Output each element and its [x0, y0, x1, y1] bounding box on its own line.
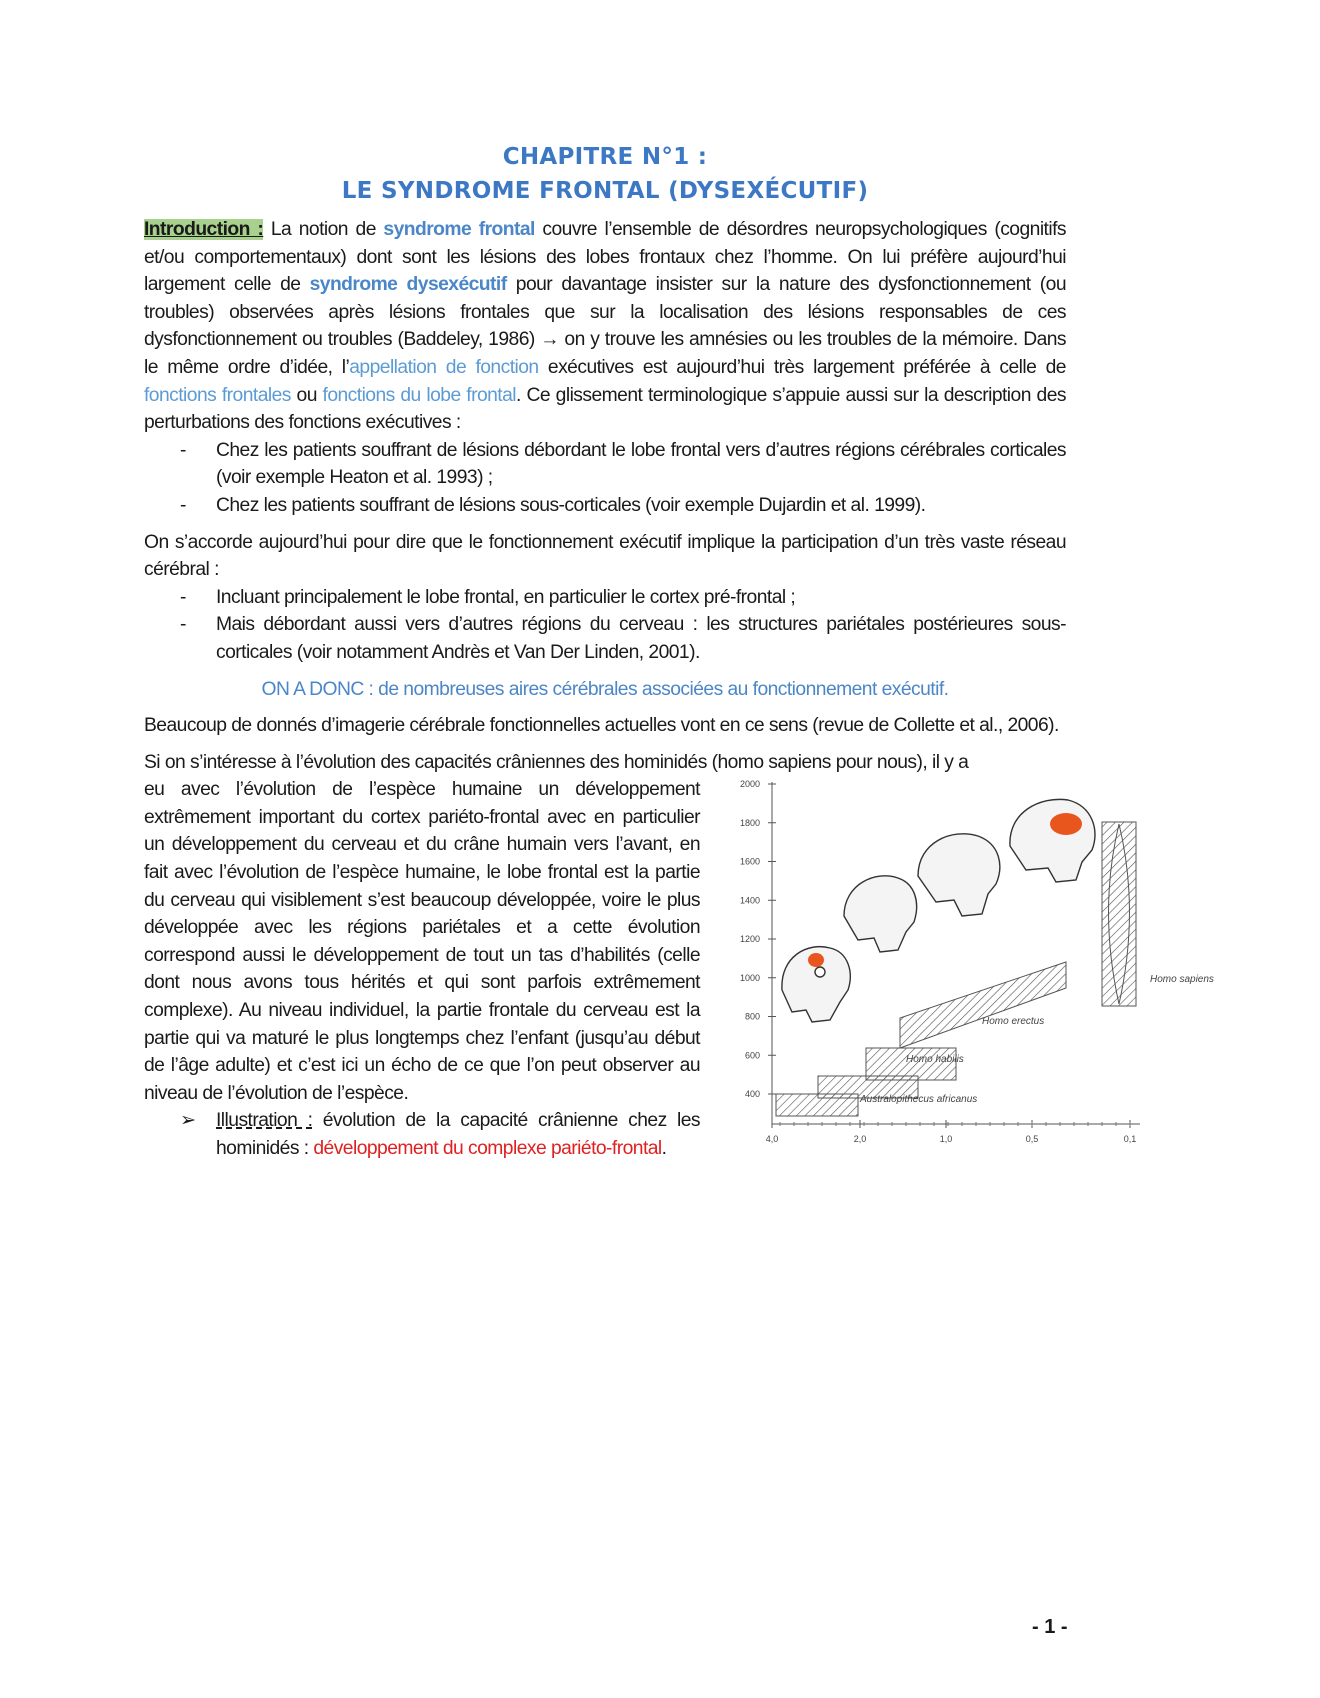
page-number: - 1 - — [1032, 1616, 1068, 1638]
illustration-highlight: développement du complexe pariéto-frontal — [313, 1138, 662, 1159]
skull-sapiens — [1010, 800, 1095, 883]
y-tick-label: 1200 — [739, 934, 760, 945]
x-tick-label: 4,0 — [765, 1134, 779, 1145]
intro-bullet-list — [144, 437, 1066, 520]
list-item: - Incluant principalement le lobe frontal, en particulier le cortex pré-frontal ; — [216, 584, 1066, 612]
conclusion-note: ON A DONC : de nombreuses aires cérébrales associées au fonctionnement exécutif. — [261, 678, 949, 700]
x-tick-label: 0,1 — [1123, 1134, 1137, 1145]
intro-text: on y trouve les amnésies ou les troubles de la mémoire. Dans le même ordre d’idée, l’ — [144, 329, 1067, 378]
x-tick-label: 1,0 — [939, 1134, 953, 1145]
list-item: - Chez les patients souffrant de lésions débordant le lobe frontal vers d’autres régions cérébrales corticales (voir exemple Heaton et al. 1993) ; — [216, 437, 1066, 492]
illustration-text: évolution de la capacité crânienne chez les hominidés : — [216, 1110, 701, 1159]
arrow-icon: → — [540, 329, 559, 351]
arrow-bullet-icon: ➢ — [180, 1110, 196, 1132]
keyword-syndrome-dysexecutif: syndrome dysexécutif — [309, 274, 507, 296]
band-sapiens — [1102, 822, 1136, 1006]
y-tick-label: 600 — [744, 1050, 760, 1061]
illustration-item — [144, 1107, 700, 1162]
y-tick-group — [740, 779, 776, 1099]
label-homo-sapiens: Homo sapiens — [1150, 974, 1214, 986]
label-homo-habilis: Homo habilis — [906, 1054, 964, 1066]
skull-erectus — [918, 834, 1000, 916]
y-tick-label: 400 — [744, 1089, 760, 1100]
y-tick-label: 1400 — [739, 895, 760, 906]
intro-text: pour davantage insister sur la nature des dysfonctionnement (ou troubles) observées après lésions frontales que sur la localisation des lésions responsables de ces dysfonctionnement ou troubles (Baddeley, 1986) — [144, 274, 1066, 351]
imaging-paragraph: Beaucoup de donnés d’imagerie cérébrale fonctionnelles actuelles vont en ce sens (revue de Collette et al., 2006). — [144, 715, 1059, 737]
evolution-paragraph: eu avec l’évolution de l’espèce humaine un développement extrêmement important du cortex pariéto-frontal avec en particulier un développement du cerveau et du crâne humain vers l’avant, en fait avec l’évolution de l’espèce humaine, le lobe frontal est la partie du cerveau qui visiblement s’est beaucoup développée, voire le plus développée avec les régions pariétales et a cette évolution correspond aussi le développement de tout un tas d’habilités (celle dont nous avons tous hérités et qui sont parfois extrêmement complexe). Au niveau individuel, la partie frontale du cerveau est la partie qui va maturé le plus longtemps chez l’enfant (jusqu’au début de l’âge adulte) et c’est ici un écho de ce que l’on peut observer au niveau de l’évolution de l’espèce. — [144, 779, 700, 1104]
chapter-heading: LE SYNDROME FRONTAL (DYSEXÉCUTIF) — [341, 178, 869, 204]
label-australopithecus: Australopithecus africanus — [860, 1094, 978, 1106]
band-erectus — [900, 962, 1066, 1048]
y-tick-label: 1000 — [739, 973, 760, 984]
illustration-label: Illustration : — [216, 1110, 313, 1132]
term-fonctions-lobe-frontal: fonctions du lobe frontal — [322, 384, 517, 406]
chapter-number: CHAPITRE N°1 : — [502, 144, 708, 170]
frontal-highlight-australopithecus — [808, 953, 824, 967]
term-fonctions-frontales: fonctions frontales — [144, 384, 291, 406]
y-tick-label: 1800 — [739, 818, 760, 829]
evolution-section — [144, 776, 1214, 1162]
intro-text: ou — [290, 384, 323, 406]
list-item: - Mais débordant aussi vers d’autres régions du cerveau : les structures pariétales postérieures sous-corticales (voir notamment Andrès et Van Der Linden, 2001). — [216, 611, 1066, 666]
network-bullet-list — [144, 584, 1066, 667]
network-paragraph: On s’accorde aujourd’hui pour dire que le fonctionnement exécutif implique la participation d’un très vaste réseau cérébral : — [144, 531, 1066, 581]
intro-text: exécutives est aujourd’hui très largement préférée à celle de — [538, 356, 1066, 378]
intro-label: Introduction : — [144, 219, 264, 240]
evolution-first-line: Si on s’intéresse à l’évolution des capacités crâniennes des hominidés (homo sapiens pour nous), il y a — [144, 751, 969, 773]
illustration-end: . — [661, 1138, 667, 1159]
y-tick-label: 2000 — [739, 779, 760, 790]
y-tick-label: 800 — [744, 1011, 760, 1022]
intro-text: La notion de — [263, 219, 384, 240]
x-tick-label: 0,5 — [1025, 1134, 1039, 1145]
frontal-highlight-sapiens — [1050, 813, 1082, 835]
list-item: - Chez les patients souffrant de lésions sous-corticales (voir exemple Dujardin et al. 1999). — [216, 492, 1066, 520]
cranial-capacity-figure — [720, 776, 1320, 1166]
label-homo-erectus: Homo erectus — [982, 1016, 1045, 1028]
y-tick-label: 1600 — [739, 856, 760, 867]
keyword-syndrome-frontal: syndrome frontal — [383, 219, 535, 240]
term-appellation: appellation de fonction — [349, 356, 539, 378]
x-tick-label: 2,0 — [853, 1134, 867, 1145]
intro-text: couvre l’ensemble de désordres neuropsychologiques (cognitifs et/ou comportementaux) dont sont les lésions des lobes frontaux chez l’homme. On lui préfère aujourd’hui largement celle de — [144, 219, 1066, 296]
intro-paragraph — [144, 216, 1066, 437]
chapter-title — [144, 140, 1066, 208]
skull-habilis — [844, 876, 917, 952]
intro-text: . Ce glissement terminologique s’appuie aussi sur la description des perturbations des fonctions exécutives : — [144, 384, 1066, 434]
document-page — [144, 140, 1214, 1163]
